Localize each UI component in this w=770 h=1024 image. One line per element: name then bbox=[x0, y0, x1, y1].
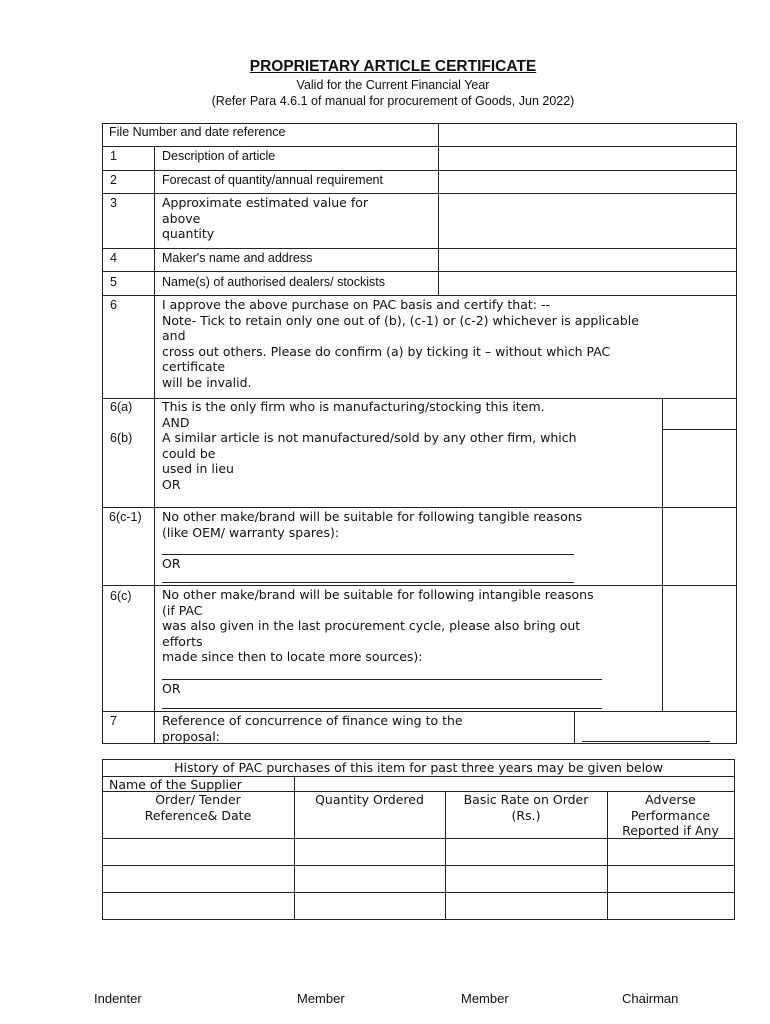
row-6c-line: No other make/brand will be suitable for following intangible reasons bbox=[162, 587, 594, 602]
row-3-number: 3 bbox=[110, 196, 117, 210]
row-1-number: 1 bbox=[110, 149, 117, 163]
page-title: PROPRIETARY ARTICLE CERTIFICATE bbox=[249, 58, 537, 75]
signature-member-1: Member bbox=[297, 991, 345, 1006]
row-3-line: Approximate estimated value for bbox=[162, 195, 369, 210]
row-6-number: 6 bbox=[110, 298, 117, 312]
row-6b-number: 6(b) bbox=[110, 431, 133, 445]
row-6-line: and bbox=[162, 328, 186, 343]
row-7-line: Reference of concurrence of finance wing to the bbox=[162, 713, 463, 728]
row-6c-line: was also given in the last procurement cycle, please also bring out bbox=[162, 618, 581, 633]
column-header-line: Basic Rate on Order bbox=[463, 792, 589, 807]
row-6-line: Note- Tick to retain only one out of (b), (c-1) or (c-2) whichever is applicable bbox=[162, 312, 639, 328]
row-6b-line: A similar article is not manufactured/sold by any other firm, which bbox=[162, 430, 577, 445]
column-header-line: (Rs.) bbox=[511, 807, 541, 823]
row-6-line: I approve the above purchase on PAC basis and certify that: -- bbox=[162, 297, 550, 312]
row-6c1-line: No other make/brand will be suitable for following tangible reasons bbox=[162, 509, 583, 524]
row-6-line: certificate bbox=[162, 359, 226, 374]
row-1-label: Description of article bbox=[162, 149, 276, 163]
row-2-number: 2 bbox=[110, 173, 117, 187]
row-5-number: 5 bbox=[110, 275, 117, 289]
row-6c-line: efforts bbox=[162, 633, 203, 649]
row-7-line: proposal: bbox=[162, 728, 220, 744]
row-6c1-or: OR bbox=[162, 556, 181, 571]
row-5-label: Name(s) of authorised dealers/ stockists bbox=[162, 275, 386, 289]
row-3-line: quantity bbox=[162, 226, 215, 241]
row-4-number: 4 bbox=[110, 251, 117, 265]
row-6b-line: OR bbox=[162, 476, 181, 492]
supplier-name-label: Name of the Supplier bbox=[109, 777, 242, 792]
row-6a-line: This is the only firm who is manufacturing/stocking this item. bbox=[162, 399, 545, 414]
row-6b-line: could be bbox=[162, 445, 216, 461]
signature-chairman: Chairman bbox=[622, 991, 679, 1006]
column-header-line: Performance bbox=[630, 807, 711, 823]
row-7-number: 7 bbox=[110, 714, 117, 728]
signature-indenter: Indenter bbox=[94, 991, 142, 1006]
row-6c1-line: (like OEM/ warranty spares): bbox=[162, 524, 340, 540]
row-6a-number: 6(a) bbox=[110, 400, 133, 414]
column-header-line: Reference& Date bbox=[144, 807, 252, 823]
column-quantity-ordered bbox=[294, 792, 445, 808]
column-header-line: Adverse bbox=[645, 792, 696, 807]
row-2-label: Forecast of quantity/annual requirement bbox=[162, 173, 383, 187]
column-header-line: Reported if Any bbox=[622, 823, 719, 838]
row-6c-line: (if PAC bbox=[162, 602, 203, 618]
column-header-line: Order/ Tender bbox=[155, 792, 241, 807]
row-6-line: cross out others. Please do confirm (a) by ticking it – without which PAC bbox=[162, 343, 611, 359]
row-6c1-number: 6(c-1) bbox=[109, 510, 142, 524]
manual-reference: (Refer Para 4.6.1 of manual for procurement of Goods, Jun 2022) bbox=[211, 94, 575, 108]
row-6c-line: made since then to locate more sources): bbox=[162, 649, 423, 664]
column-basic-rate bbox=[445, 792, 607, 823]
row-4-label: Maker's name and address bbox=[162, 251, 313, 265]
column-order-reference bbox=[102, 792, 294, 823]
history-title: History of PAC purchases of this item for past three years may be given below bbox=[174, 760, 663, 775]
row-3-line: above bbox=[162, 210, 201, 226]
row-6b-line: used in lieu bbox=[162, 461, 234, 476]
row-6-line: will be invalid. bbox=[162, 374, 252, 390]
row-6a-line: AND bbox=[162, 414, 190, 430]
page-subtitle: Valid for the Current Financial Year bbox=[296, 78, 490, 92]
row-6c-number: 6(c) bbox=[110, 589, 132, 603]
file-number-label: File Number and date reference bbox=[109, 125, 286, 139]
signature-member-2: Member bbox=[461, 991, 509, 1006]
column-header-line: Quantity Ordered bbox=[315, 792, 424, 807]
row-6c-or: OR bbox=[162, 681, 181, 696]
column-adverse-performance bbox=[607, 792, 734, 839]
